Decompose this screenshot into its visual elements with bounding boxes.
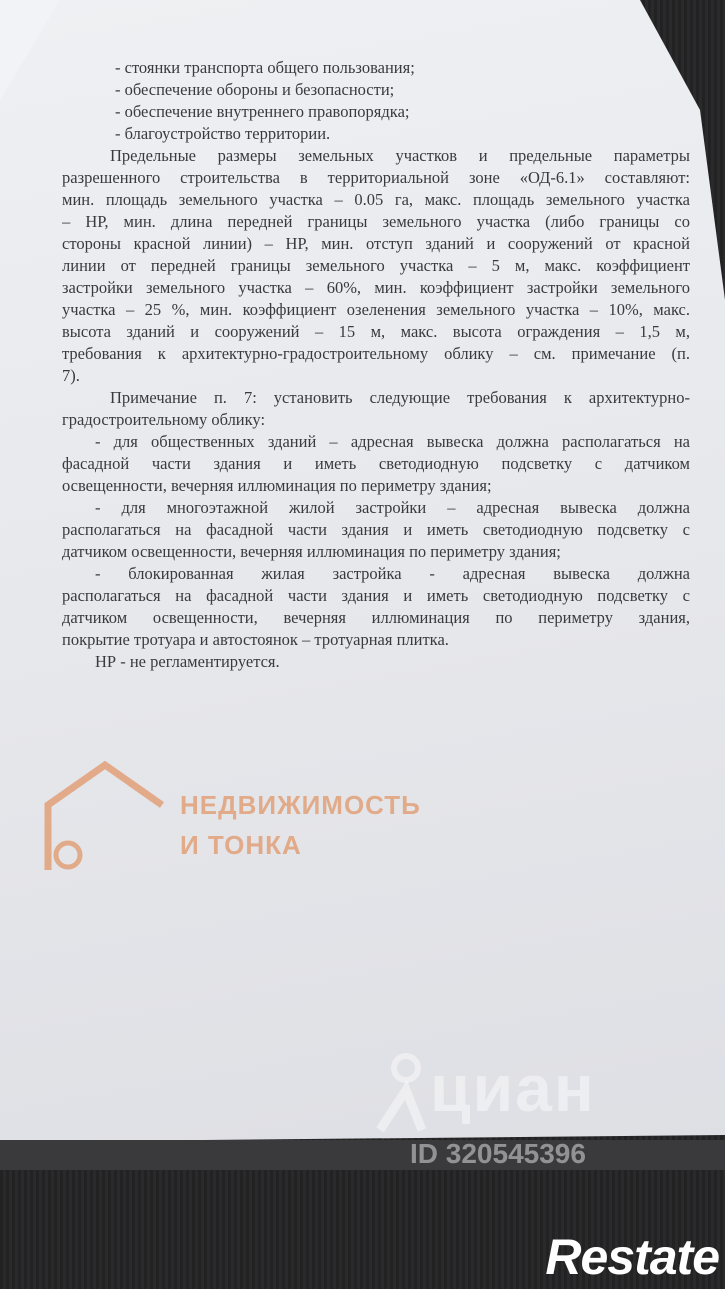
- text-line: – НР, мин. длина передней границы земельного участка (либо границы со: [62, 212, 690, 231]
- text-line: НР - не регламентируется.: [95, 652, 280, 671]
- text-line: - обеспечение внутреннего правопорядка;: [115, 102, 410, 121]
- text-line: 7).: [62, 366, 80, 385]
- text-line: - стоянки транспорта общего пользования;: [115, 58, 415, 77]
- logo-text-line1: НЕДВИЖИМОСТЬ: [180, 790, 421, 820]
- text-line: разрешенного строительства в территориальной зоне «ОД-6.1» составляют:: [62, 168, 690, 187]
- logo-text-line2: И ТОНКА: [180, 830, 302, 860]
- house-icon: [40, 760, 170, 880]
- listing-id: ID 320545396: [410, 1138, 586, 1169]
- text-line: требования к архитектурно-градостроительному облику – см. примечание (п.: [62, 344, 690, 363]
- text-line: освещенности, вечерняя иллюминация по периметру здания;: [62, 476, 492, 495]
- text-line: - блокированная жилая застройка - адресная вывеска должна: [95, 564, 690, 583]
- cian-name: циан: [430, 1051, 596, 1125]
- text-line: - для многоэтажной жилой застройки – адресная вывеска должна: [95, 498, 690, 517]
- text-line: Предельные размеры земельных участков и предельные параметры: [110, 146, 690, 165]
- text-line: располагаться на фасадной части здания и иметь светодиодную подсветку с: [62, 520, 690, 539]
- text-line: - для общественных зданий – адресная вывеска должна располагаться на: [95, 432, 690, 451]
- text-line: - благоустройство территории.: [115, 124, 331, 143]
- text-line: линии от передней границы земельного участка – 5 м, макс. коэффициент: [62, 256, 690, 275]
- text-line: датчиком освещенности, вечерняя иллюминация по периметру здания;: [62, 542, 561, 561]
- text-line: градостроительному облику:: [62, 410, 266, 429]
- text-line: - обеспечение обороны и безопасности;: [115, 80, 395, 99]
- text-line: датчиком освещенности, вечерняя иллюминация по периметру здания,: [62, 608, 690, 627]
- text-line: фасадной части здания и иметь светодиодную подсветку с датчиком: [62, 454, 690, 473]
- text-line: высота зданий и сооружений – 15 м, макс. высота ограждения – 1,5 м,: [62, 322, 690, 341]
- text-line: Примечание п. 7: установить следующие требования к архитектурно-: [110, 388, 690, 407]
- text-line: располагаться на фасадной части здания и иметь светодиодную подсветку с: [62, 586, 690, 605]
- text-line: застройки земельного участка – 60%, мин. коэффициент застройки земельного: [62, 278, 690, 297]
- text-line: мин. площадь земельного участка – 0.05 га, макс. площадь земельного участка: [62, 190, 690, 209]
- cian-person-icon: [370, 1050, 430, 1150]
- text-line: участка – 25 %, мин. коэффициент озеленения земельного участка – 10%, макс.: [62, 300, 690, 319]
- restate-watermark: Restate: [545, 1229, 719, 1285]
- text-line: стороны красной линии) – НР, мин. отступ зданий и сооружений от красной: [62, 234, 690, 253]
- agency-logo-watermark: [40, 760, 480, 880]
- surface-edge: [0, 1140, 725, 1170]
- text-line: покрытие тротуара и автостоянок – тротуарная плитка.: [62, 630, 449, 649]
